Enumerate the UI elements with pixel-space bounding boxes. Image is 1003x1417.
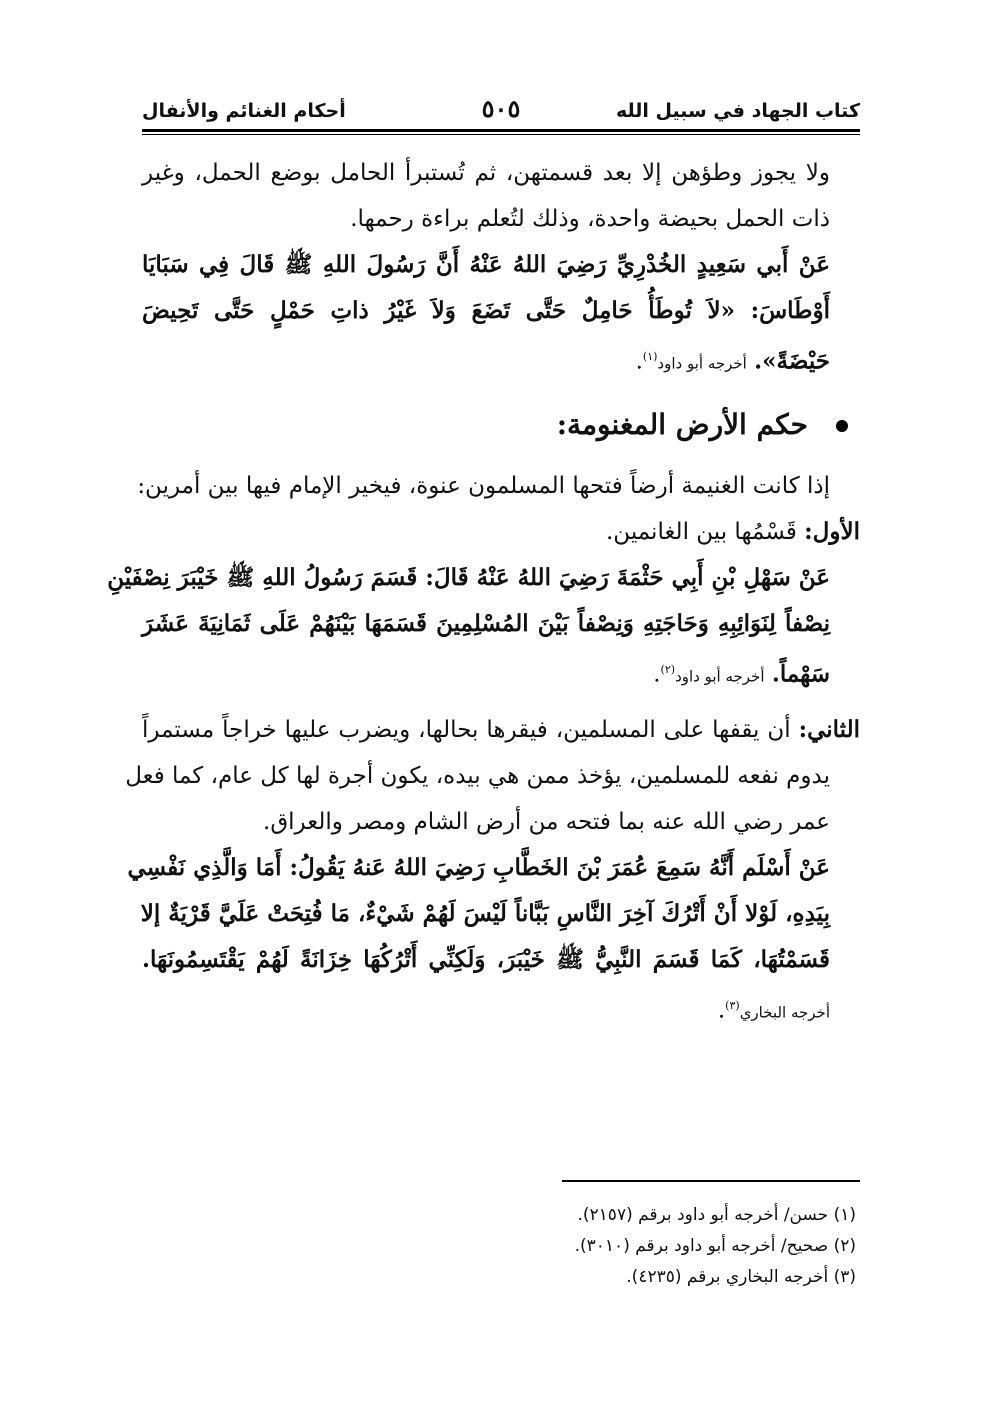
page-number: ٥٠٥ (481, 94, 521, 123)
paragraph-line: ولا يجوز وطؤهن إلا بعد قسمتهن، ثم تُستبرأ الحامل بوضع الحمل، وغير (142, 160, 830, 186)
footnote-item: (٢) صحيح/ أخرجه أبو داود برقم (٣٠١٠). (574, 1236, 856, 1256)
paragraph-line: إذا كانت الغنيمة أرضاً فتحها المسلمون عنوة، فيخير الإمام فيها بين أمرين: (137, 472, 830, 499)
section-heading (142, 395, 860, 455)
chapter-title: أحكام الغنائم والأنفال (142, 100, 346, 122)
second-text: أن يقفها على المسلمين، فيقرها بحالها، ويضرب عليها خراجاً مستمراً (142, 717, 791, 744)
hadith-text: سَهْماً. (771, 660, 830, 688)
footnote-ref: (٣) (725, 999, 740, 1013)
hadith-line: أَوْطَاسَ: «لاَ تُوطَأُ حَامِلٌ حَتَّى تَضَعَ وَلاَ غَيْرُ ذاتِ حَمْلٍ حَتَّى تَحِيضَ (142, 297, 830, 324)
footnotes (142, 1180, 860, 1293)
second-option (142, 707, 860, 753)
hadith-source: أخرجه البخاري (739, 1003, 830, 1022)
book-title: كتاب الجهاد في سبيل الله (615, 100, 860, 122)
header-rule (142, 129, 860, 132)
hadith-line: قَسَمْتُهَا، كَمَا قَسَمَ النَّبِيُّ ﷺ خَيْبَرَ، وَلَكِنِّي أَتْرُكُهَا خِزَانَةً لَهُمْ يَقْتَسِمُونَهَا. (142, 946, 830, 974)
hadith-text: حَيْضَةً». (754, 347, 830, 375)
footnote-rule (562, 1180, 860, 1182)
footnote-item: (١) حسن/ أخرجه أبو داود برقم (٢١٥٧). (577, 1205, 856, 1225)
hadith-last-line: سَهْماً. أخرجه أبو داود$^{(٢)}$. (653, 660, 830, 688)
first-option (142, 509, 860, 555)
hadith-line: نِصْفاً لِنَوَائِبِهِ وَحَاجَتِهِ وَنِصْفاً بَيْنَ المُسْلِمِينَ قَسَمَهَا بَيْنَهُمْ عَلَى ثَمَانِيَةَ عَشَرَ (142, 609, 830, 637)
paragraph-line: يدوم نفعه للمسلمين، يؤخذ ممن هي بيده، يكون أجرة لها كل عام، كما فعل (125, 763, 830, 790)
second-label: الثاني: (798, 716, 861, 744)
footnote-item: (٣) أخرجه البخاري برقم (٤٢٣٥). (626, 1267, 856, 1287)
hadith-source-line: أخرجه البخاري$^{(٣)}$. (717, 997, 830, 1024)
hadith-line: عَنْ أَسْلَم أَنَّهُ سَمِعَ عُمَرَ بْنَ الخَطَّابِ رَضِيَ اللهُ عَنهُ يَقُولُ: أَمَا وَالَّذِي نَفْسِي (127, 854, 830, 882)
section-title: حكم الأرض المغنومة: (556, 407, 808, 441)
first-text: قَسْمُها بين الغانمين. (606, 518, 797, 545)
hadith-line: عَنْ سَهْلِ بْنِ أَبِي حَثْمَةَ رَضِيَ اللهُ عَنْهُ قَالَ: قَسَمَ رَسُولُ اللهِ ﷺ خَيْبَرَ نِصْفَيْنِ (107, 563, 830, 591)
bullet-icon (836, 420, 848, 432)
first-label: الأول: (804, 517, 860, 545)
hadith-last-line: حَيْضَةً». أخرجه أبو داود$^{(١)}$. (635, 347, 830, 375)
hadith-line: عَنْ أَبي سَعِيدٍ الخُدْرِيِّ رَضِيَ اللهُ عَنْهُ أَنَّ رَسُولَ اللهِ ﷺ قَالَ فِي سَبَايَا (142, 251, 830, 278)
hadith-line: بِيَدِهِ، لَوْلا أَنْ أَتْرُكَ آخِرَ النَّاسِ بَبَّاناً لَيْسَ لَهُمْ شَيْءٌ، مَا فُتِحَتْ عَلَيَّ قَرْيَةٌ إلا (140, 900, 830, 928)
footnote-ref: (١) (642, 350, 658, 363)
page-header (142, 88, 860, 132)
page-body (107, 150, 861, 1036)
hadith-source: أخرجه أبو داود (675, 667, 765, 686)
footnote-ref: (٢) (660, 662, 676, 676)
paragraph-line: عمر رضي الله عنه بما فتحه من أرض الشام ومصر والعراق. (263, 809, 830, 836)
paragraph-line: ذات الحمل بحيضة واحدة، وذلك لتُعلم براءة رحمها. (350, 206, 830, 232)
hadith-source: أخرجه أبو داود (657, 354, 747, 373)
